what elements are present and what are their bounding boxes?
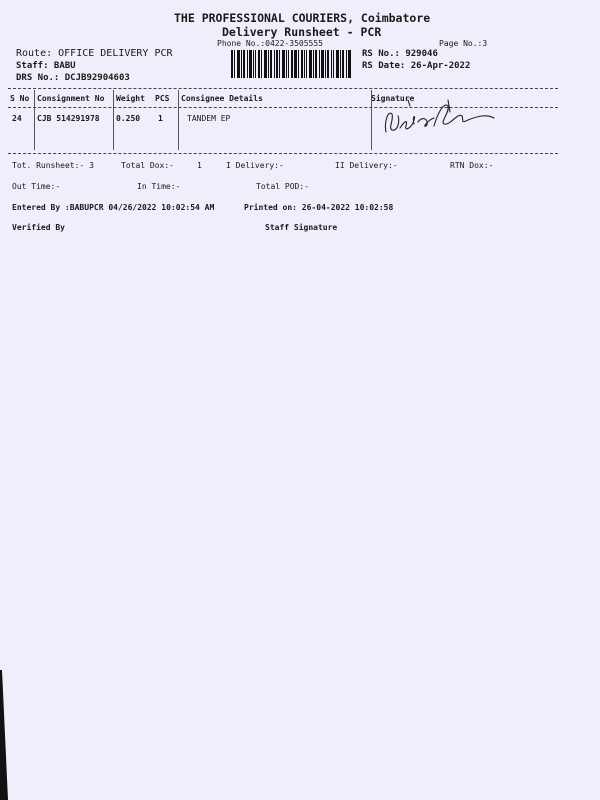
row-consignment: CJB 514291978: [37, 114, 100, 123]
staff-signature: Staff Signature: [265, 223, 338, 232]
verified-by: Verified By: [12, 223, 65, 232]
divider: [8, 88, 558, 89]
col-header-sno: S No: [10, 94, 30, 103]
rs-number: RS No.: 929046: [362, 49, 438, 59]
col-header-consignee: Consignee Details: [181, 94, 263, 103]
column-separator: [113, 90, 114, 150]
row-sno: 24: [12, 114, 22, 123]
handwritten-signature: [378, 92, 498, 140]
total-dox-label: Total Dox:-: [121, 161, 174, 170]
phone-number: Phone No.:0422-3505555: [217, 39, 323, 48]
rtn-dox: RTN Dox:-: [450, 161, 494, 170]
column-separator: [34, 90, 35, 150]
first-delivery: I Delivery:-: [226, 161, 284, 170]
barcode-icon: [231, 50, 351, 78]
out-time: Out Time:-: [12, 182, 61, 191]
row-weight: 0.250: [116, 114, 141, 123]
row-consignee: TANDEM EP: [187, 114, 231, 123]
drs-number: DRS No.: DCJB92904603: [16, 73, 130, 83]
staff-label: Staff: BABU: [16, 61, 76, 71]
divider: [8, 153, 558, 154]
col-header-signature: Signature: [371, 94, 415, 103]
printed-on: Printed on: 26-04-2022 10:02:58: [244, 203, 394, 212]
col-header-consignment: Consignment No: [37, 94, 105, 103]
col-header-pcs: PCS: [155, 94, 170, 103]
rs-date: RS Date: 26-Apr-2022: [362, 61, 471, 71]
col-header-weight: Weight: [116, 94, 145, 103]
document-title: Delivery Runsheet - PCR: [222, 25, 382, 39]
column-separator: [178, 90, 179, 150]
total-dox-value: 1: [197, 161, 202, 170]
scan-edge-artifact: [0, 670, 10, 800]
total-pod: Total POD:-: [256, 182, 309, 191]
column-separator: [371, 90, 372, 150]
second-delivery: II Delivery:-: [335, 161, 398, 170]
row-pcs: 1: [158, 114, 163, 123]
entered-by: Entered By :BABUPCR 04/26/2022 10:02:54 AM: [12, 203, 215, 212]
company-title: THE PROFESSIONAL COURIERS, Coimbatore: [174, 11, 431, 25]
route-label: Route: OFFICE DELIVERY PCR: [16, 48, 173, 59]
in-time: In Time:-: [137, 182, 181, 191]
total-runsheet: Tot. Runsheet:- 3: [12, 161, 94, 170]
page-number: Page No.:3: [439, 39, 488, 48]
